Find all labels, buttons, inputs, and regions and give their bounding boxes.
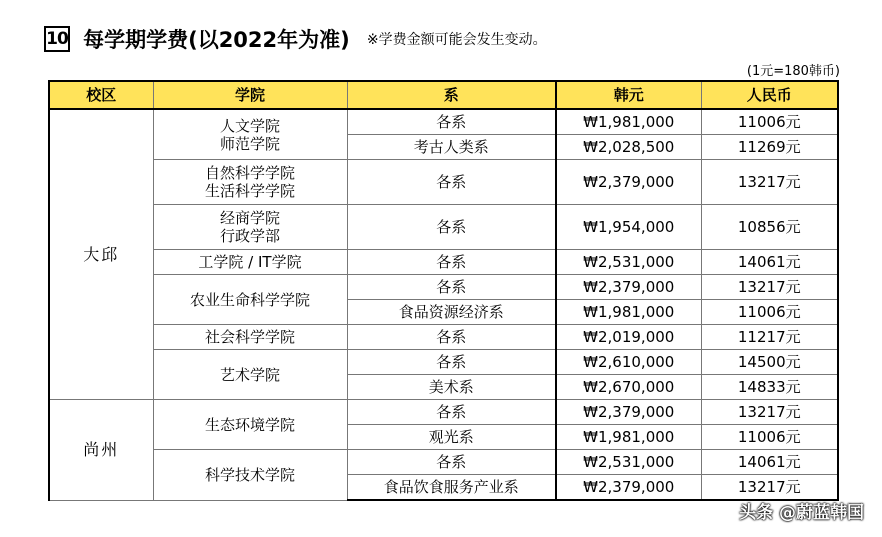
krw-cell: ₩1,981,000	[556, 109, 701, 135]
header-department: 系	[347, 81, 556, 109]
krw-cell: ₩2,028,500	[556, 135, 701, 160]
header-campus: 校区	[49, 81, 153, 109]
department-cell: 各系	[347, 109, 556, 135]
section-number: 10	[44, 26, 70, 52]
rmb-cell: 13217元	[701, 160, 838, 205]
rmb-cell: 14061元	[701, 450, 838, 475]
department-cell: 各系	[347, 450, 556, 475]
rmb-cell: 14061元	[701, 250, 838, 275]
department-cell: 各系	[347, 400, 556, 425]
department-cell: 各系	[347, 275, 556, 300]
department-cell: 各系	[347, 350, 556, 375]
section-title: 每学期学费(以2022年为准)	[83, 28, 350, 52]
department-cell: 观光系	[347, 425, 556, 450]
department-cell: 各系	[347, 250, 556, 275]
college-name: 人文学院	[219, 116, 280, 135]
krw-cell: ₩1,981,000	[556, 425, 701, 450]
department-cell: 考古人类系	[347, 135, 556, 160]
table-row	[49, 160, 838, 205]
rmb-cell: 13217元	[701, 275, 838, 300]
watermark: 头条 @蔚蓝韩国	[739, 503, 864, 523]
college-cell: 艺术学院	[153, 350, 347, 400]
table-row	[49, 350, 838, 375]
college-cell: 工学院 / IT学院	[153, 250, 347, 275]
college-cell	[153, 109, 347, 160]
krw-cell: ₩2,531,000	[556, 450, 701, 475]
college-cell: 农业生命科学学院	[153, 275, 347, 325]
college-cell: 生态环境学院	[153, 400, 347, 450]
header-rmb: 人民币	[701, 81, 838, 109]
table-row	[49, 450, 838, 475]
krw-cell: ₩1,981,000	[556, 300, 701, 325]
table-row	[49, 400, 838, 425]
rmb-cell: 11006元	[701, 300, 838, 325]
krw-cell: ₩2,379,000	[556, 275, 701, 300]
college-cell	[153, 205, 347, 250]
department-cell: 食品饮食服务产业系	[347, 475, 556, 501]
rmb-cell: 13217元	[701, 475, 838, 501]
rmb-cell: 11217元	[701, 325, 838, 350]
table-row	[49, 109, 838, 135]
section-heading	[44, 24, 547, 54]
college-name: 行政学部	[219, 227, 280, 245]
header-krw: 韩元	[556, 81, 701, 109]
college-name: 自然科学学院	[204, 164, 295, 182]
krw-cell: ₩2,670,000	[556, 375, 701, 400]
college-cell: 社会科学学院	[153, 325, 347, 350]
college-name: 师范学院	[219, 134, 280, 153]
college-cell: 科学技术学院	[153, 450, 347, 501]
section-note: ※学费金额可能会发生变动。	[366, 32, 547, 48]
rmb-cell: 11006元	[701, 425, 838, 450]
rmb-cell: 14500元	[701, 350, 838, 375]
krw-cell: ₩2,610,000	[556, 350, 701, 375]
table-row	[49, 275, 838, 300]
exchange-rate-note: (1元=180韩币)	[746, 64, 840, 79]
krw-cell: ₩2,379,000	[556, 160, 701, 205]
table-row	[49, 250, 838, 275]
college-cell	[153, 160, 347, 205]
campus-cell: 大邱	[49, 109, 153, 400]
department-cell: 各系	[347, 325, 556, 350]
header-college: 学院	[153, 81, 347, 109]
table-header-row	[49, 81, 838, 109]
tuition-table	[48, 80, 839, 501]
department-cell: 各系	[347, 160, 556, 205]
rmb-cell: 10856元	[701, 205, 838, 250]
krw-cell: ₩2,531,000	[556, 250, 701, 275]
department-cell: 食品资源经济系	[347, 300, 556, 325]
rmb-cell: 14833元	[701, 375, 838, 400]
krw-cell: ₩1,954,000	[556, 205, 701, 250]
rmb-cell: 13217元	[701, 400, 838, 425]
department-cell: 美术系	[347, 375, 556, 400]
rmb-cell: 11006元	[701, 109, 838, 135]
college-name: 经商学院	[219, 209, 280, 227]
table-row	[49, 205, 838, 250]
rmb-cell: 11269元	[701, 135, 838, 160]
krw-cell: ₩2,379,000	[556, 400, 701, 425]
college-name: 生活科学学院	[204, 182, 295, 200]
table-row	[49, 325, 838, 350]
krw-cell: ₩2,379,000	[556, 475, 701, 501]
department-cell: 各系	[347, 205, 556, 250]
campus-cell: 尚州	[49, 400, 153, 501]
krw-cell: ₩2,019,000	[556, 325, 701, 350]
